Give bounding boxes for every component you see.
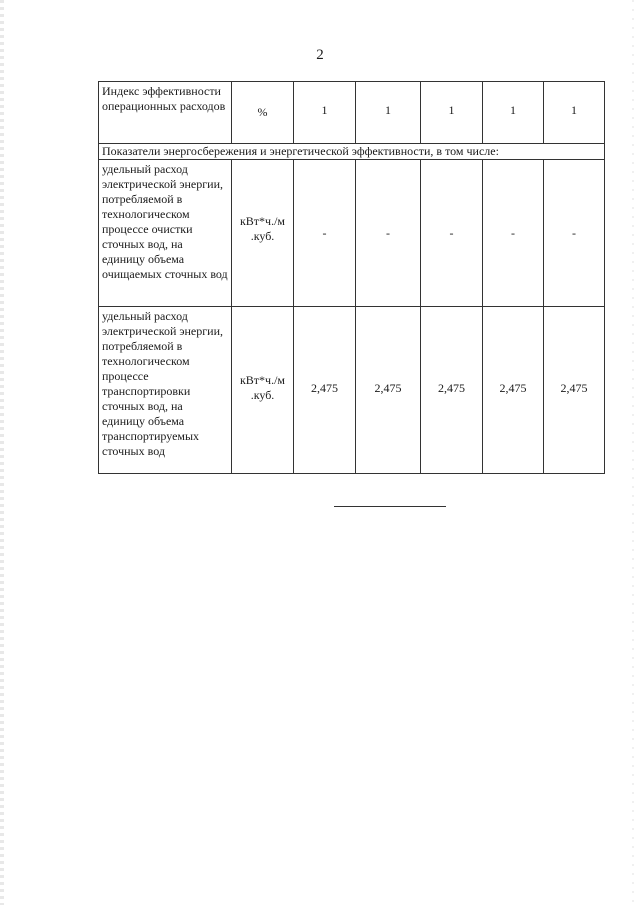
value-text: 1 <box>385 103 391 117</box>
indicator-value <box>544 307 605 474</box>
value-text: 1 <box>510 103 516 117</box>
scan-edge-right <box>632 0 634 905</box>
indicator-value: - <box>483 160 544 307</box>
value-text: 1 <box>448 103 455 117</box>
indicator-value <box>356 82 421 144</box>
table-row <box>99 160 605 307</box>
indicator-name: удельный расход электрической энергии, потребляемой в технологическом процессе очистки сточных вод, на единицу объема очищаемых сточных вод <box>99 160 232 307</box>
indicator-value <box>544 82 605 144</box>
indicator-value <box>421 82 483 144</box>
value-text: 2,475 <box>438 380 465 395</box>
unit-text: кВт*ч./м .куб. <box>239 373 286 402</box>
table-row <box>99 82 605 144</box>
page-number: 2 <box>316 47 324 63</box>
indicator-value <box>483 82 544 144</box>
indicator-name: Индекс эффективности операционных расходов <box>99 82 232 144</box>
table-row <box>99 307 605 474</box>
indicator-value: - <box>294 160 356 307</box>
indicator-unit <box>232 160 294 307</box>
value-text: 1 <box>571 103 577 117</box>
indicators-table <box>98 81 605 474</box>
indicator-value: - <box>356 160 421 307</box>
indicator-value <box>483 307 544 474</box>
scan-edge-left <box>0 0 4 905</box>
section-heading: Показатели энергосбережения и энергетической эффективности, в том числе: <box>99 144 605 160</box>
indicator-name: удельный расход электрической энергии, потребляемой в технологическом процессе транспортировки сточных вод, на единицу объема транспортируемых сточных вод <box>99 307 232 474</box>
indicator-value: - <box>544 160 605 307</box>
indicator-unit <box>232 307 294 474</box>
unit-text: кВт*ч./м .куб. <box>239 214 286 243</box>
value-text: 2,475 <box>374 380 402 395</box>
value-text: 1 <box>321 103 328 117</box>
table-section-row <box>99 144 605 160</box>
value-text: 2,475 <box>560 380 588 395</box>
indicator-value: - <box>421 160 483 307</box>
indicator-value <box>421 307 483 474</box>
value-text: 2,475 <box>311 380 338 395</box>
indicator-value <box>294 307 356 474</box>
signature-line <box>334 506 446 507</box>
indicator-value <box>356 307 421 474</box>
indicator-value <box>294 82 356 144</box>
value-text: 2,475 <box>499 380 527 395</box>
indicator-unit: % <box>232 82 294 144</box>
